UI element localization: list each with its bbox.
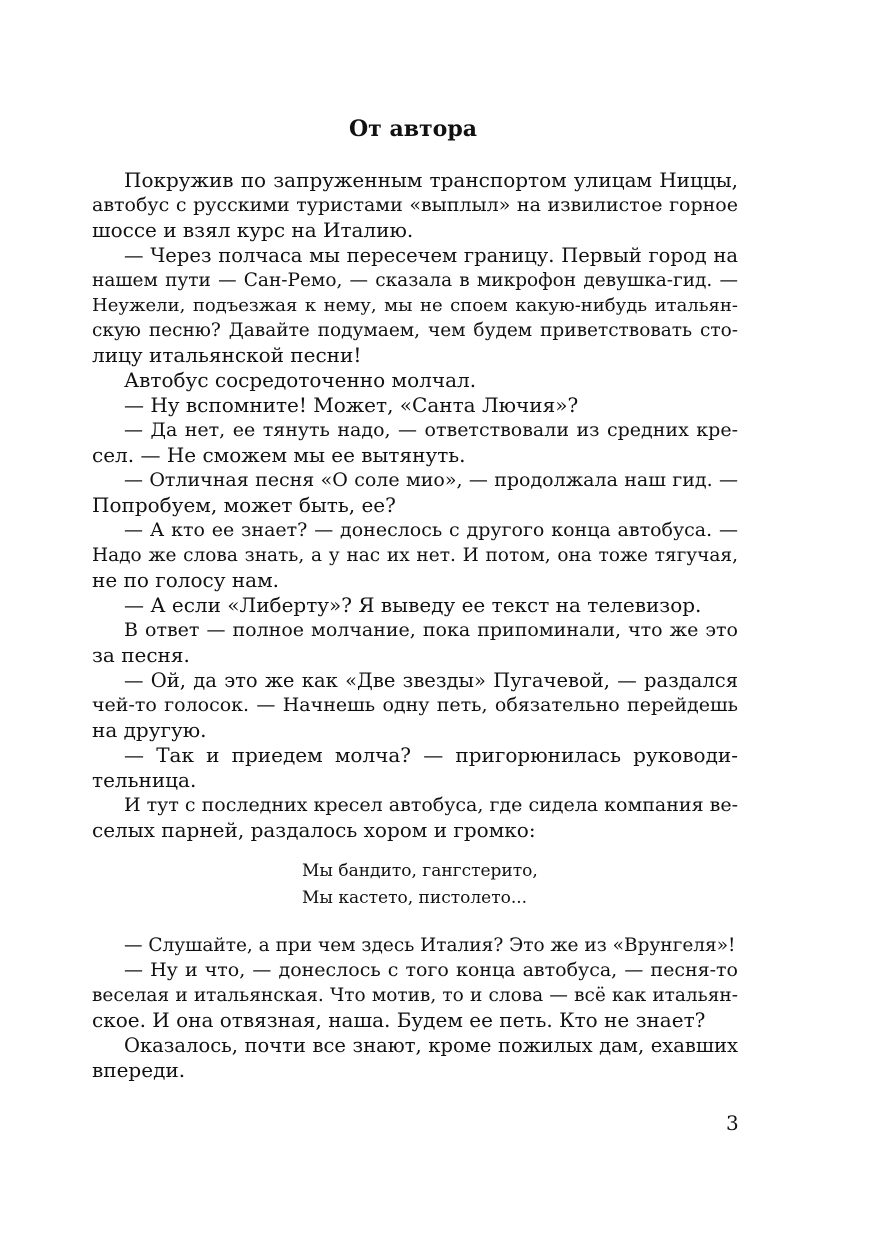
text-line: веселая и итальянская. Что мотив, то и слова — всё как итальян-	[92, 985, 738, 1006]
text-line: шоссе и взял курс на Италию.	[92, 218, 414, 242]
text-line: не по голосу нам.	[92, 568, 280, 592]
text-line: сел. — Не сможем мы ее вытянуть.	[92, 443, 466, 467]
text-line: автобус с русскими туристами «выплыл» на извилистое горное	[92, 194, 738, 216]
text-line: — Слушайте, а при чем здесь Италия? Это же из «Врунгеля»!	[124, 935, 736, 956]
text-line: чей-то голосок. — Начнешь одну петь, обязательно перейдешь	[92, 694, 738, 716]
text-line: — Ну вспомните! Может, «Санта Лючия»?	[124, 393, 579, 417]
text-line: — Отличная песня «О соле мио», — продолжала наш гид. —	[124, 469, 738, 491]
text-line: Автобус сосредоточенно молчал.	[124, 368, 477, 392]
text-line: — Через полчаса мы пересечем границу. Первый город на	[124, 244, 738, 267]
text-line: — Ну и что, — донеслось с того конца автобуса, — песня-то	[124, 959, 738, 981]
text-line: Надо же слова знать, а у нас их нет. И потом, она тоже тягучая,	[92, 545, 738, 566]
text-line: нашем пути — Сан-Ремо, — сказала в микрофон девушка-гид. —	[92, 270, 738, 291]
text-line: Оказалось, почти все знают, кроме пожилых дам, ехавших	[124, 1034, 738, 1057]
text-line: — А если «Либерту»? Я выведу ее текст на телевизор.	[124, 593, 702, 617]
verse-line: Мы кастето, пистолето...	[302, 888, 528, 908]
text-line: селых парней, раздалось хором и громко:	[92, 818, 536, 842]
text-line: Попробуем, может быть, ее?	[92, 493, 396, 517]
text-line: лицу итальянской песни!	[92, 343, 362, 367]
text-line: В ответ — полное молчание, пока припоминали, что же это	[124, 619, 738, 641]
text-line: — Так и приедем молча? — пригорюнилась руководи-	[124, 743, 738, 767]
verse-line: Мы бандито, гангстерито,	[302, 861, 538, 881]
text-line: Покружив по запруженным транспортом улицам Ниццы,	[124, 168, 738, 192]
text-line: скую песню? Давайте подумаем, чем будем приветствовать сто-	[92, 320, 738, 341]
text-line: — А кто ее знает? — донеслось с другого конца автобуса. —	[124, 519, 738, 541]
text-line: впереди.	[92, 1058, 186, 1082]
text-line: Неужели, подъезжая к нему, мы не споем какую-нибудь итальян-	[92, 295, 738, 316]
text-line: ское. И она отвязная, наша. Будем ее петь. Кто не знает?	[92, 1008, 706, 1032]
text-line: — Ой, да это же как «Две звезды» Пугачевой, — раздался	[124, 669, 738, 692]
text-line: И тут с последних кресел автобуса, где сидела компания ве-	[124, 794, 738, 816]
text-line: на другую.	[92, 718, 207, 742]
chapter-title: От автора	[349, 116, 477, 142]
text-line: тельница.	[92, 768, 197, 792]
text-line: — Да нет, ее тянуть надо, — ответствовали из средних кре-	[124, 419, 738, 441]
page-number: 3	[726, 1111, 739, 1135]
text-line: за песня.	[92, 643, 190, 667]
